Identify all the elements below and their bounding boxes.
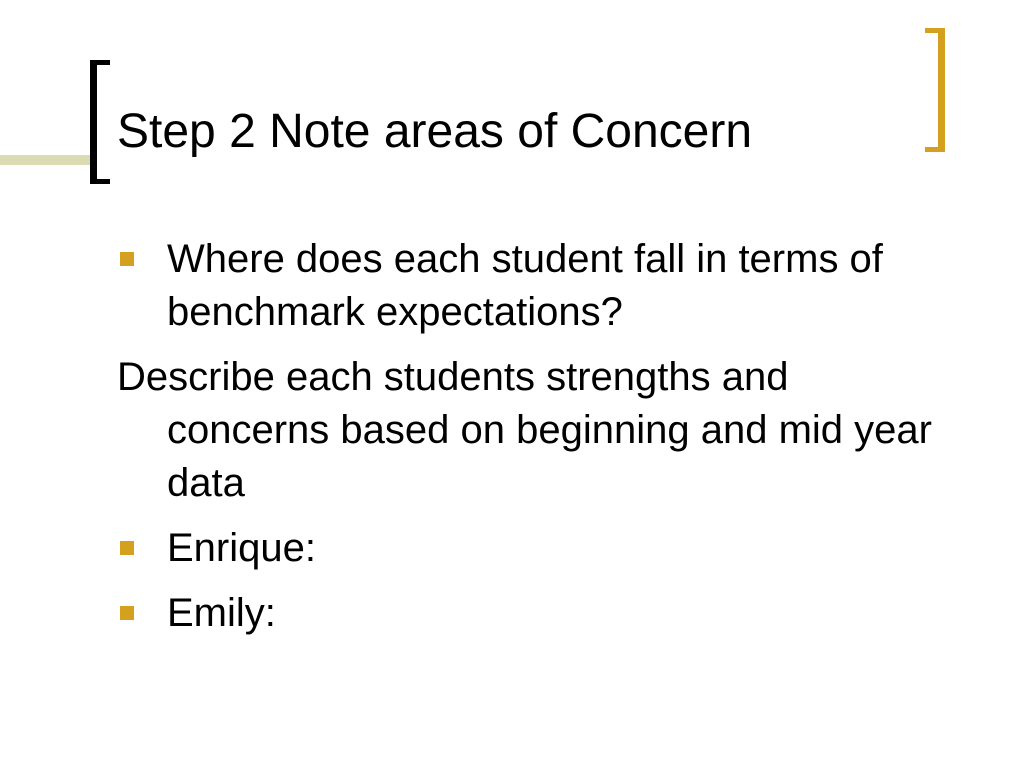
bullet-item-text: Where does each student fall in terms of benchmark expectations? [167, 237, 883, 334]
title-accent-bar [0, 155, 92, 165]
square-bullet-icon [120, 252, 134, 266]
paragraph-text: Describe each students strengths and concerns based on beginning and mid year data [117, 355, 932, 505]
slide-title: Step 2 Note areas of Concern [117, 105, 753, 158]
slide-body-list [117, 233, 947, 652]
right-bracket-decoration [925, 28, 945, 152]
bullet-item-enrique [117, 522, 947, 575]
bullet-item-benchmark [117, 233, 947, 339]
bullet-item-emily [117, 587, 947, 640]
left-bracket-decoration [90, 60, 110, 184]
bullet-item-text: Enrique: [167, 526, 316, 570]
bullet-item-text: Emily: [167, 591, 276, 635]
square-bullet-icon [120, 606, 134, 620]
paragraph-describe-students [117, 351, 947, 510]
square-bullet-icon [120, 541, 134, 555]
